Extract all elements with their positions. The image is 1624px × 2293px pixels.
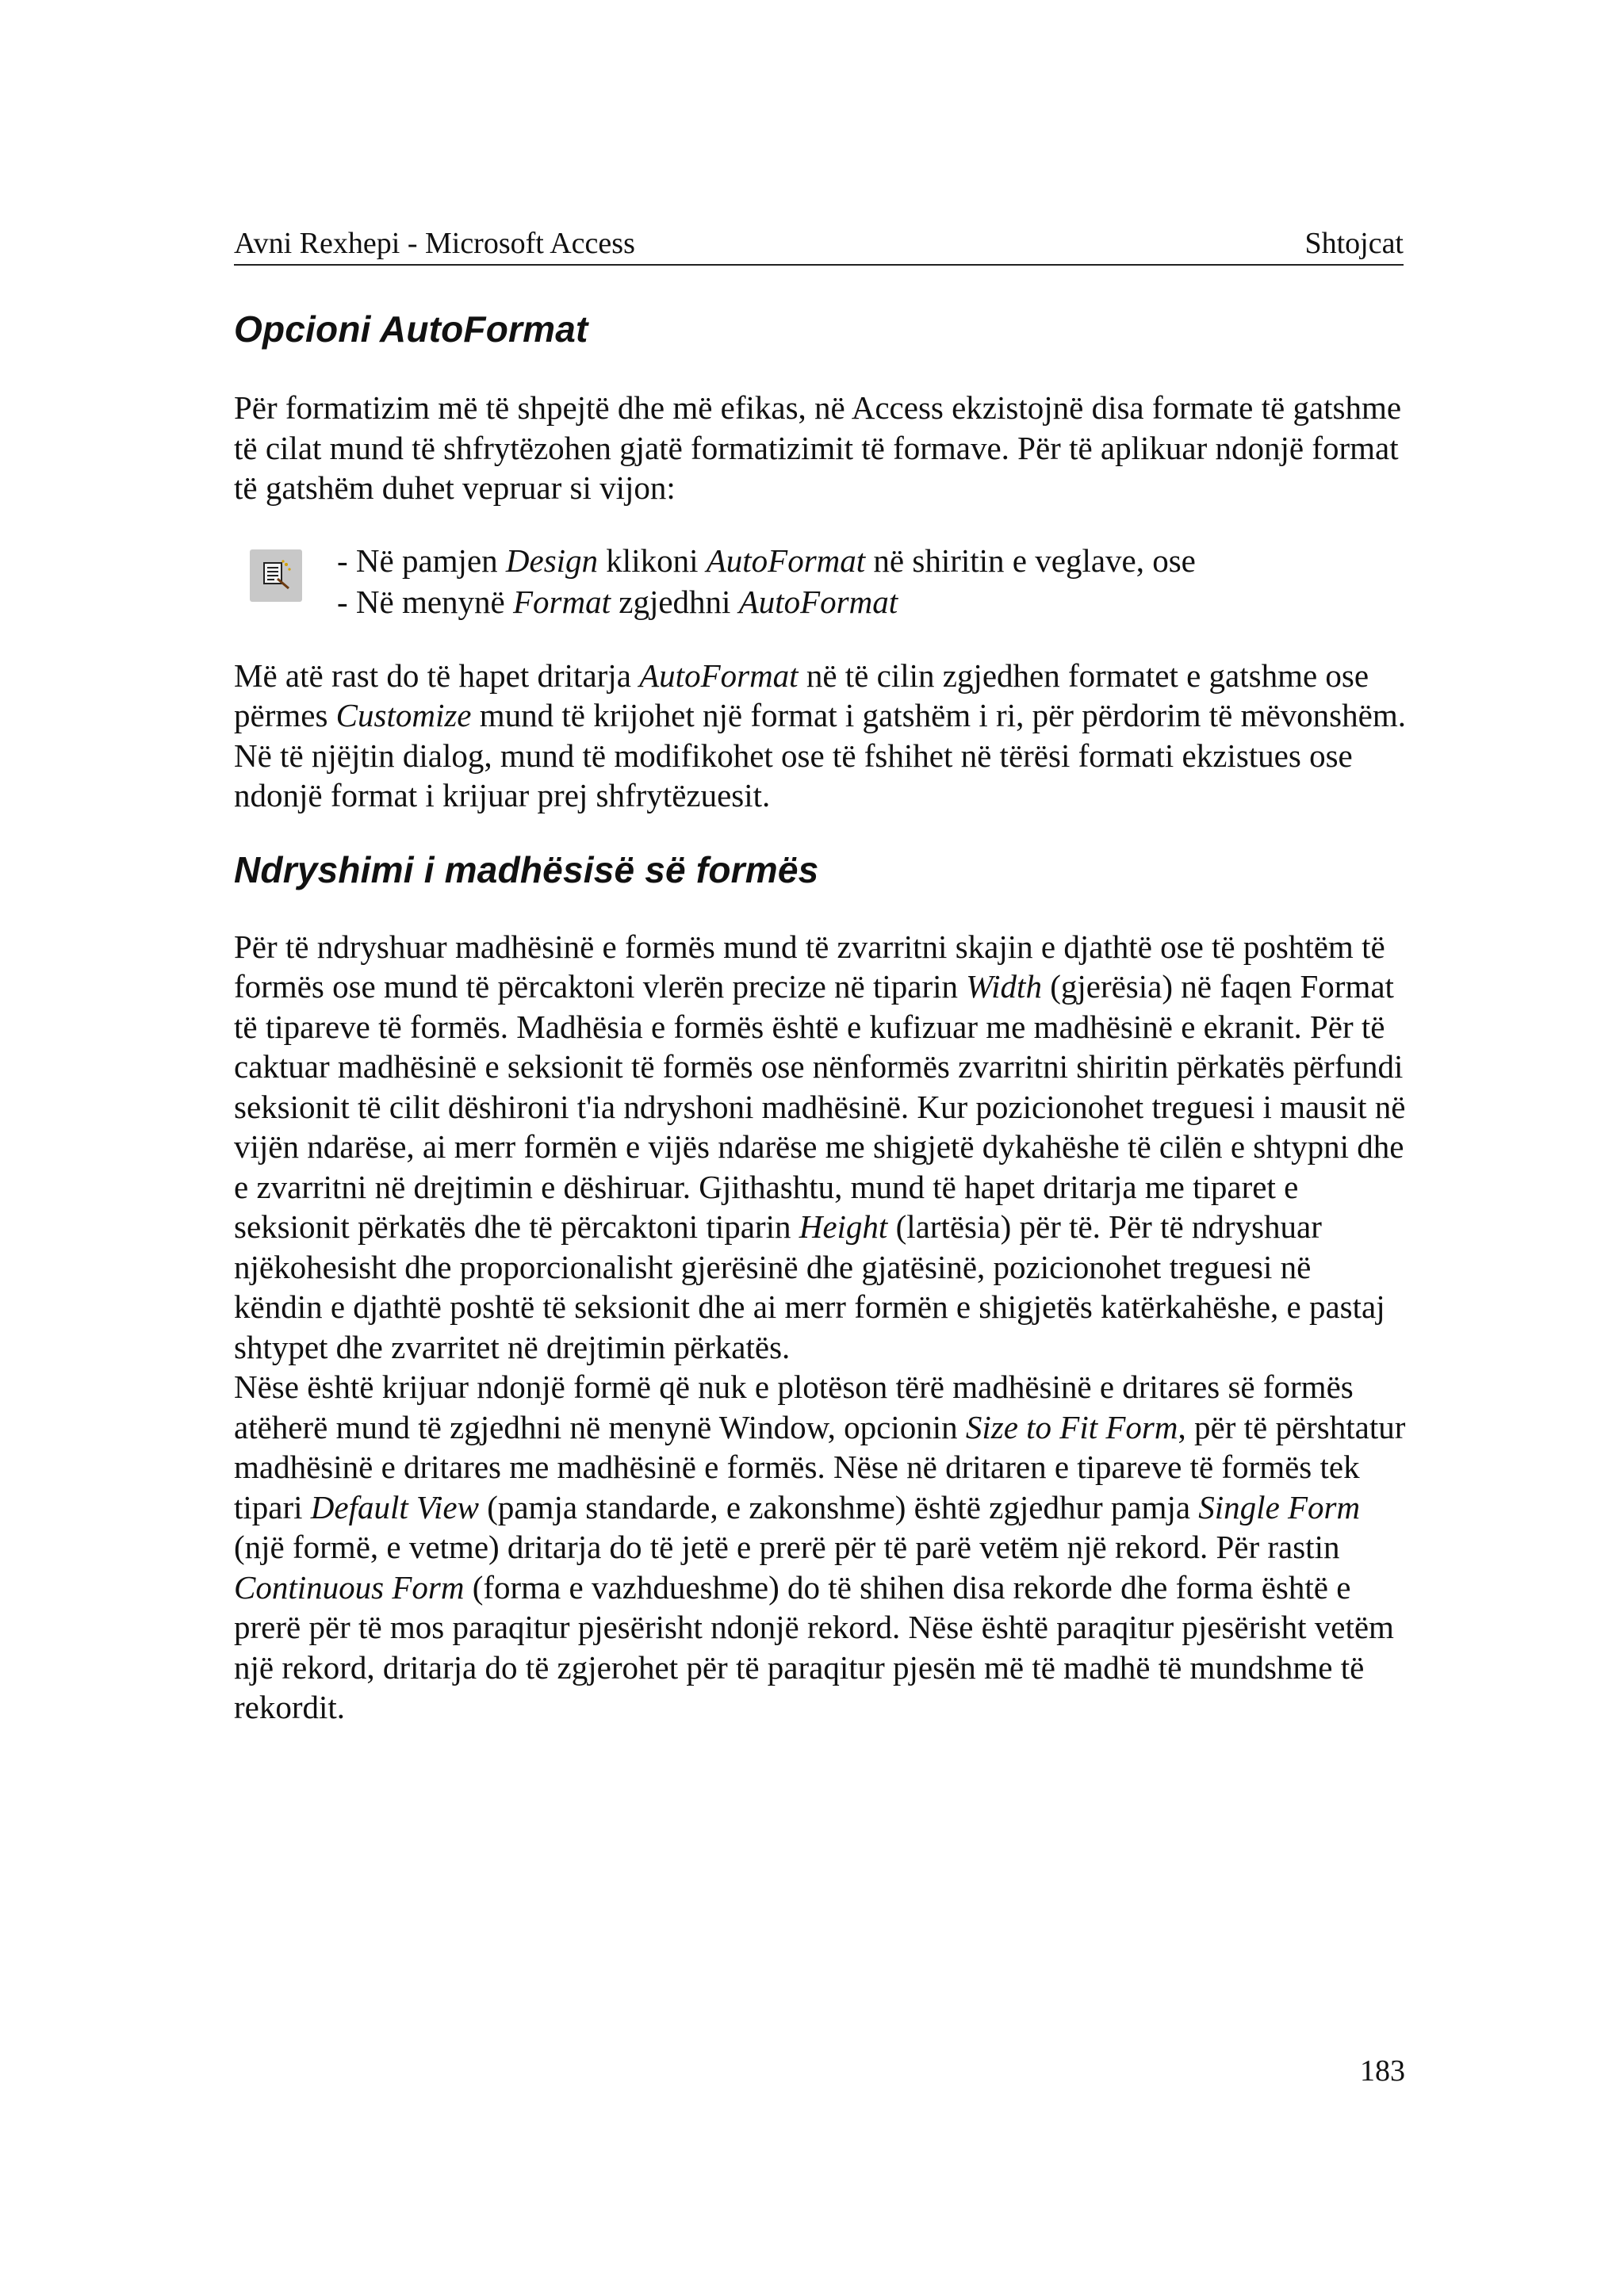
step-1: - Në pamjen Design klikoni AutoFormat në shiritin e veglave, ose — [337, 542, 1196, 579]
header-author-title: Avni Rexhepi - Microsoft Access — [234, 227, 635, 260]
page-number: 183 — [1360, 2054, 1405, 2088]
step-list — [337, 540, 1196, 622]
resize-paragraph-1: Për të ndryshuar madhësinë e formës mund të zvarritni skajin e djathtë ose të poshtëm të formës ose mund të përcaktoni vlerën precize në tiparin Width (gjerësia) në faqen Format të tipareve të formës. Madhësia e formës është e kufizuar me madhësinë e ekranit. Për të caktuar madhësinë e seksionit të formës ose nënformës zvarritni shiritin përkatës përfundi seksionit të cilit dëshironi t'ia ndryshoni madhësinë. Kur pozicionohet treguesi i mausit në vijën ndarëse, ai merr formën e vijës ndarëse me shigjetë dykahëshe të cilën e shtypni dhe e zvarritni në drejtimin e dëshiruar. Gjithashtu, mund të hapet dritarja me tiparet e seksionit përkatës dhe të përcaktoni tiparin Height (lartësia) për të. Për të ndryshuar njëkohesisht dhe proporcionalisht gjerësinë dhe gjatësinë, pozicionohet treguesi në këndin e djathtë poshtë të seksionit dhe ai merr formën e shigjetës katërkahëshe, e pastaj shtypet dhe zvarritet në drejtimin përkatës. — [234, 928, 1406, 1365]
autoformat-steps — [234, 540, 1408, 626]
section-title-resize-form: Ndryshimi i madhësisë së formës — [234, 848, 819, 890]
step-2: - Në menynë Format zgjedhni AutoFormat — [337, 583, 898, 620]
autoformat-intro-paragraph: Për formatizim më të shpejtë dhe më efikas, në Access ekzistojnë disa formate të gatshme të cilat mund të shfrytëzohen gjatë formatizimit të formave. Për të aplikuar ndonjë format të gatshëm duhet vepruar si vijon: — [234, 389, 1402, 506]
section-title-autoformat: Opcioni AutoFormat — [234, 308, 588, 350]
header-chapter: Shtojcat — [1304, 227, 1404, 260]
page-header — [234, 224, 1404, 266]
autoformat-icon — [250, 549, 302, 602]
resize-paragraph-2: Nëse është krijuar ndonjë formë që nuk e plotëson tërë madhësinë e dritares së formës atëherë mund të zgjedhni në menynë Window, opcionin Size to Fit Form, për të përshtatur madhësinë e dritares me madhësinë e formës. Nëse në dritaren e tipareve të formës tek tipari Default View (pamja standarde, e zakonshme) është zgjedhur pamja Single Form (një formë, e vetme) dritarja do të jetë e prerë për të parë vetëm një rekord. Për rastin Continuous Form (forma e vazhdueshme) do të shihen disa rekorde dhe forma është e prerë për të mos paraqitur pjesërisht ndonjë rekord. Nëse është paraqitur pjesërisht vetëm një rekord, dritarja do të zgjerohet për të paraqitur pjesën më të madhë të mundshme të rekordit. — [234, 1369, 1406, 1725]
page-content — [234, 305, 1408, 1728]
autoformat-body-paragraph: Më atë rast do të hapet dritarja AutoFormat në të cilin zgjedhen formatet e gatshme ose përmes Customize mund të krijohet një format i gatshëm i ri, për përdorim të mëvonshëm. Në të njëjtin dialog, mund të modifikohet ose të fshihet në tërësi formati ekzistues ose ndonjë format i krijuar prej shfrytëzuesit. — [234, 657, 1406, 813]
